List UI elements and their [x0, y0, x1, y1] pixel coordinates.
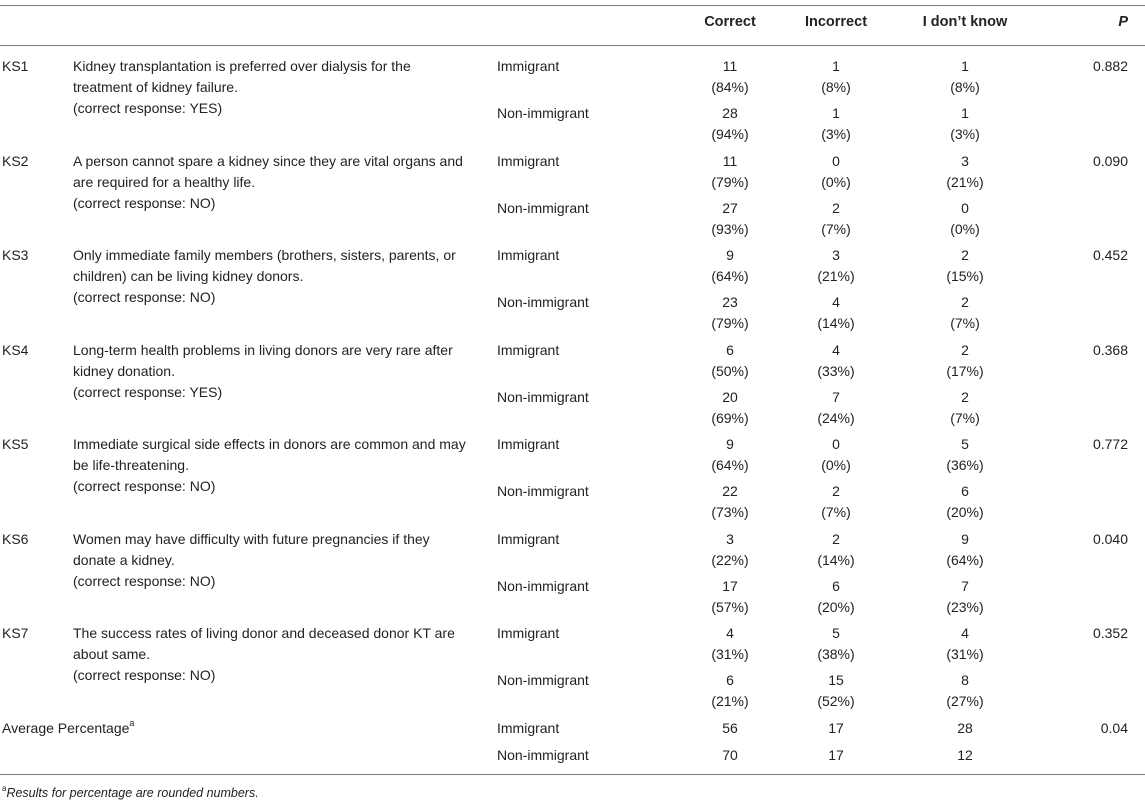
cell-correct-percent: (93%) — [711, 221, 749, 237]
cell-correct-percent: (79%) — [711, 174, 749, 190]
average-dont-know: 12 — [957, 747, 973, 763]
row-code: KS5 — [2, 436, 29, 452]
cell-incorrect-count: 3 — [832, 247, 840, 263]
cell-correct-count: 28 — [722, 105, 738, 121]
row-code: KS1 — [2, 58, 29, 74]
average-dont-know: 28 — [957, 720, 973, 736]
row-statement: Long-term health problems in living donors are very rare after kidney donation. — [73, 342, 453, 379]
footnote-text: Results for percentage are rounded numbers. — [6, 786, 259, 800]
cell-incorrect-percent: (8%) — [821, 79, 851, 95]
cell-dk-count: 1 — [961, 58, 969, 74]
row-p-value: 0.352 — [1092, 625, 1128, 641]
cell-dk-percent: (36%) — [946, 457, 984, 473]
row-correct-response: (correct response: NO) — [73, 478, 216, 494]
cell-dk-percent: (7%) — [950, 315, 980, 331]
cell-correct-percent: (69%) — [711, 410, 749, 426]
cell-dk-count: 4 — [961, 625, 969, 641]
cell-incorrect-percent: (0%) — [821, 457, 851, 473]
cell-incorrect-percent: (38%) — [817, 646, 855, 662]
cell-dk-percent: (31%) — [946, 646, 984, 662]
cell-correct-percent: (31%) — [711, 646, 749, 662]
cell-correct-percent: (73%) — [711, 504, 749, 520]
cell-incorrect-count: 0 — [832, 436, 840, 452]
cell-incorrect-percent: (52%) — [817, 693, 855, 709]
row-group-label: Immigrant — [497, 58, 560, 74]
cell-dk-count: 8 — [961, 672, 969, 688]
row-p-value: 0.882 — [1092, 58, 1128, 74]
header-bottom-rule — [0, 45, 1145, 46]
row-correct-response: (correct response: NO) — [73, 289, 216, 305]
cell-correct-count: 17 — [722, 578, 738, 594]
row-group-label: Non-immigrant — [497, 105, 589, 121]
row-group-label: Non-immigrant — [497, 294, 589, 310]
cell-incorrect-percent: (24%) — [817, 410, 855, 426]
average-group-label: Immigrant — [497, 720, 560, 736]
cell-incorrect-count: 2 — [832, 483, 840, 499]
row-statement: Immediate surgical side effects in donors are common and may be life-threatening. — [73, 436, 466, 473]
average-label — [2, 718, 134, 739]
cell-incorrect-percent: (14%) — [817, 552, 855, 568]
row-statement: A person cannot spare a kidney since they are vital organs and are required for a healthy life. — [73, 153, 463, 190]
cell-correct-count: 11 — [722, 58, 738, 74]
row-statement: Women may have difficulty with future pregnancies if they donate a kidney. — [73, 531, 430, 568]
cell-correct-percent: (50%) — [711, 363, 749, 379]
cell-incorrect-count: 5 — [832, 625, 840, 641]
cell-correct-count: 3 — [726, 531, 734, 547]
cell-correct-percent: (21%) — [711, 693, 749, 709]
row-correct-response: (correct response: NO) — [73, 573, 216, 589]
cell-incorrect-count: 6 — [832, 578, 840, 594]
row-group-label: Immigrant — [497, 531, 560, 547]
cell-incorrect-percent: (0%) — [821, 174, 851, 190]
cell-correct-percent: (64%) — [711, 268, 749, 284]
cell-correct-percent: (22%) — [711, 552, 749, 568]
row-p-value: 0.040 — [1092, 531, 1128, 547]
row-statement: Kidney transplantation is preferred over dialysis for the treatment of kidney failure. — [73, 58, 411, 95]
cell-dk-percent: (20%) — [946, 504, 984, 520]
row-p-value: 0.772 — [1092, 436, 1128, 452]
table-bottom-rule — [0, 774, 1145, 775]
cell-incorrect-count: 1 — [832, 58, 840, 74]
footnote — [2, 785, 259, 801]
row-code: KS2 — [2, 153, 29, 169]
cell-dk-percent: (3%) — [950, 126, 980, 142]
cell-incorrect-count: 4 — [832, 342, 840, 358]
cell-incorrect-count: 2 — [832, 531, 840, 547]
cell-dk-count: 0 — [961, 200, 969, 216]
average-incorrect: 17 — [828, 720, 844, 736]
row-code: KS7 — [2, 625, 29, 641]
cell-incorrect-count: 15 — [828, 672, 844, 688]
cell-correct-count: 9 — [726, 247, 734, 263]
header-incorrect: Incorrect — [804, 14, 868, 30]
cell-dk-percent: (21%) — [946, 174, 984, 190]
row-p-value: 0.452 — [1092, 247, 1128, 263]
cell-incorrect-percent: (21%) — [817, 268, 855, 284]
cell-correct-count: 4 — [726, 625, 734, 641]
row-group-label: Immigrant — [497, 436, 560, 452]
cell-correct-percent: (84%) — [711, 79, 749, 95]
row-group-label: Immigrant — [497, 625, 560, 641]
row-correct-response: (correct response: YES) — [73, 100, 223, 116]
row-group-label: Immigrant — [497, 247, 560, 263]
cell-dk-percent: (15%) — [946, 268, 984, 284]
cell-dk-count: 5 — [961, 436, 969, 452]
cell-incorrect-count: 4 — [832, 294, 840, 310]
cell-incorrect-count: 1 — [832, 105, 840, 121]
cell-dk-count: 2 — [961, 389, 969, 405]
cell-dk-percent: (27%) — [946, 693, 984, 709]
average-correct: 56 — [722, 720, 738, 736]
row-group-label: Non-immigrant — [497, 578, 589, 594]
average-group-label: Non-immigrant — [497, 747, 589, 763]
average-label-footnote-mark: a — [129, 718, 135, 729]
cell-correct-count: 22 — [722, 483, 738, 499]
cell-dk-count: 2 — [961, 247, 969, 263]
cell-correct-count: 11 — [722, 153, 738, 169]
cell-correct-count: 9 — [726, 436, 734, 452]
cell-dk-count: 9 — [961, 531, 969, 547]
row-correct-response: (correct response: NO) — [73, 195, 216, 211]
cell-incorrect-percent: (20%) — [817, 599, 855, 615]
cell-dk-percent: (8%) — [950, 79, 980, 95]
row-code: KS6 — [2, 531, 29, 547]
cell-incorrect-percent: (33%) — [817, 363, 855, 379]
row-code: KS3 — [2, 247, 29, 263]
cell-incorrect-count: 2 — [832, 200, 840, 216]
cell-correct-count: 23 — [722, 294, 738, 310]
cell-dk-percent: (23%) — [946, 599, 984, 615]
header-dont-know: I don’t know — [922, 14, 1008, 30]
row-group-label: Non-immigrant — [497, 483, 589, 499]
cell-incorrect-count: 0 — [832, 153, 840, 169]
average-p-value: 0.04 — [1100, 720, 1128, 736]
cell-correct-count: 27 — [722, 200, 738, 216]
cell-dk-percent: (0%) — [950, 221, 980, 237]
cell-incorrect-count: 7 — [832, 389, 840, 405]
cell-correct-percent: (57%) — [711, 599, 749, 615]
header-p-value: P — [1118, 14, 1128, 30]
row-group-label: Non-immigrant — [497, 672, 589, 688]
cell-dk-count: 2 — [961, 342, 969, 358]
average-incorrect: 17 — [828, 747, 844, 763]
table-top-rule — [0, 5, 1145, 6]
row-group-label: Immigrant — [497, 342, 560, 358]
row-statement: Only immediate family members (brothers, sisters, parents, or children) can be living kidney donors. — [73, 247, 456, 284]
header-correct: Correct — [704, 14, 756, 30]
row-p-value: 0.090 — [1092, 153, 1128, 169]
cell-incorrect-percent: (14%) — [817, 315, 855, 331]
row-p-value: 0.368 — [1092, 342, 1128, 358]
cell-dk-percent: (7%) — [950, 410, 980, 426]
cell-dk-count: 7 — [961, 578, 969, 594]
row-group-label: Non-immigrant — [497, 389, 589, 405]
cell-correct-percent: (64%) — [711, 457, 749, 473]
cell-incorrect-percent: (3%) — [821, 126, 851, 142]
cell-correct-percent: (79%) — [711, 315, 749, 331]
row-code: KS4 — [2, 342, 29, 358]
row-group-label: Non-immigrant — [497, 200, 589, 216]
cell-dk-count: 6 — [961, 483, 969, 499]
cell-dk-count: 3 — [961, 153, 969, 169]
average-correct: 70 — [722, 747, 738, 763]
row-correct-response: (correct response: YES) — [73, 384, 223, 400]
cell-correct-percent: (94%) — [711, 126, 749, 142]
cell-incorrect-percent: (7%) — [821, 221, 851, 237]
row-correct-response: (correct response: NO) — [73, 667, 216, 683]
average-label-text: Average Percentage — [2, 720, 130, 736]
row-statement: The success rates of living donor and deceased donor KT are about same. — [73, 625, 455, 662]
cell-correct-count: 6 — [726, 342, 734, 358]
cell-dk-percent: (17%) — [946, 363, 984, 379]
cell-correct-count: 20 — [722, 389, 738, 405]
cell-dk-percent: (64%) — [946, 552, 984, 568]
cell-incorrect-percent: (7%) — [821, 504, 851, 520]
cell-dk-count: 1 — [961, 105, 969, 121]
row-group-label: Immigrant — [497, 153, 560, 169]
cell-dk-count: 2 — [961, 294, 969, 310]
cell-correct-count: 6 — [726, 672, 734, 688]
footnote-mark: a — [2, 783, 7, 793]
